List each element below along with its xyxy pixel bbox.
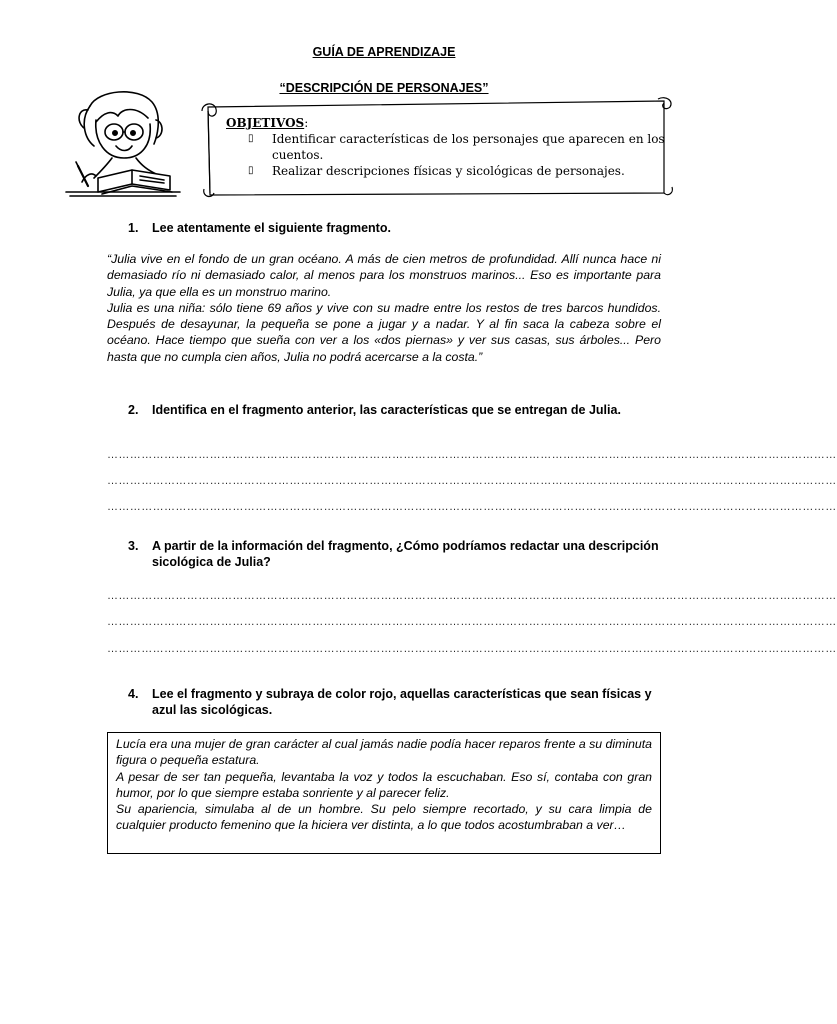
answer-line[interactable]: ………………………………………………………………………………………………………………………………………………………………………… [107, 449, 837, 461]
objective-item [226, 131, 666, 163]
question-4 [128, 686, 668, 718]
question-number: 2. [128, 403, 139, 417]
answer-line[interactable]: ………………………………………………………………………………………………………………………………………………………………………… [107, 643, 837, 655]
fragment-paragraph: A pesar de ser tan pequeña, levantaba la voz y todos la escuchaban. Eso sí, contaba con gran humor, por lo que siempre estaba sonriente y al parecer feliz. [116, 769, 652, 800]
objectives-colon: : [304, 116, 309, 130]
fragment-paragraph: Julia es una niña: sólo tiene 69 años y vive con su madre entre los restos de tres barcos hundidos. Después de desayunar, la pequeña se pone a jugar y a nadar. Y al fin saca la cabeza sobre el océano. Hace tiempo que sueña con ver a los «dos piernas» y ver sus casas, sus árboles... Pero hasta que no cumpla cien años, Julia no podrá acercarse a la costa.” [107, 300, 661, 364]
fragment-paragraph: Lucía era una mujer de gran carácter al cual jamás nadie podía hacer reparos frente a su diminuta figura o pequeña estatura. [116, 737, 652, 768]
bullet-icon: ▯ [248, 133, 254, 144]
question-number: 4. [128, 687, 139, 701]
fragment-julia [107, 251, 661, 365]
objective-text: Realizar descripciones físicas y sicológicas de personajes. [272, 164, 625, 178]
answer-line[interactable]: ………………………………………………………………………………………………………………………………………………………………………… [107, 590, 837, 602]
question-number: 3. [128, 539, 139, 553]
fragment-paragraph: “Julia vive en el fondo de un gran océano. A más de cien metros de profundidad. Allí nunca hace ni demasiado río ni demasiado calor, al menos para los monstruos marinos... Eso es importante para Julia, ya que ella es un monstruo marino. [107, 252, 661, 299]
question-text: Lee atentamente el siguiente fragmento. [152, 221, 391, 235]
question-text: Lee el fragmento y subraya de color rojo, aquellas características que sean físicas y azul las sicológicas. [152, 687, 652, 717]
answer-line[interactable]: ………………………………………………………………………………………………………………………………………………………………………… [107, 616, 837, 628]
objective-item [226, 163, 666, 179]
question-text: Identifica en el fragmento anterior, las características que se entregan de Julia. [152, 403, 621, 417]
question-3 [128, 538, 668, 570]
girl-reading-illustration [60, 86, 185, 198]
question-number: 1. [128, 221, 139, 235]
objectives-panel [226, 115, 666, 179]
page-title: GUÍA DE APRENDIZAJE [312, 45, 456, 59]
objectives-heading: OBJETIVOS [226, 116, 305, 130]
page-subtitle: “DESCRIPCIÓN DE PERSONAJES” [279, 81, 489, 95]
fragment-lucia [116, 736, 652, 834]
bullet-icon: ▯ [248, 165, 254, 176]
objective-text: Identificar características de los personajes que aparecen en los cuentos. [272, 132, 665, 162]
question-text: A partir de la información del fragmento, ¿Cómo podríamos redactar una descripción sicológica de Julia? [152, 539, 659, 569]
answer-line[interactable]: ………………………………………………………………………………………………………………………………………………………………………… [107, 501, 837, 513]
question-1 [128, 220, 668, 236]
fragment-paragraph: Su apariencia, simulaba al de un hombre. Su pelo siempre recortado, y su cara limpia de cualquier producto femenino que la hiciera ver distinta, a lo que todos acostumbraban a ver… [116, 802, 652, 833]
question-2 [128, 402, 668, 418]
answer-line[interactable]: ………………………………………………………………………………………………………………………………………………………………………… [107, 475, 837, 487]
